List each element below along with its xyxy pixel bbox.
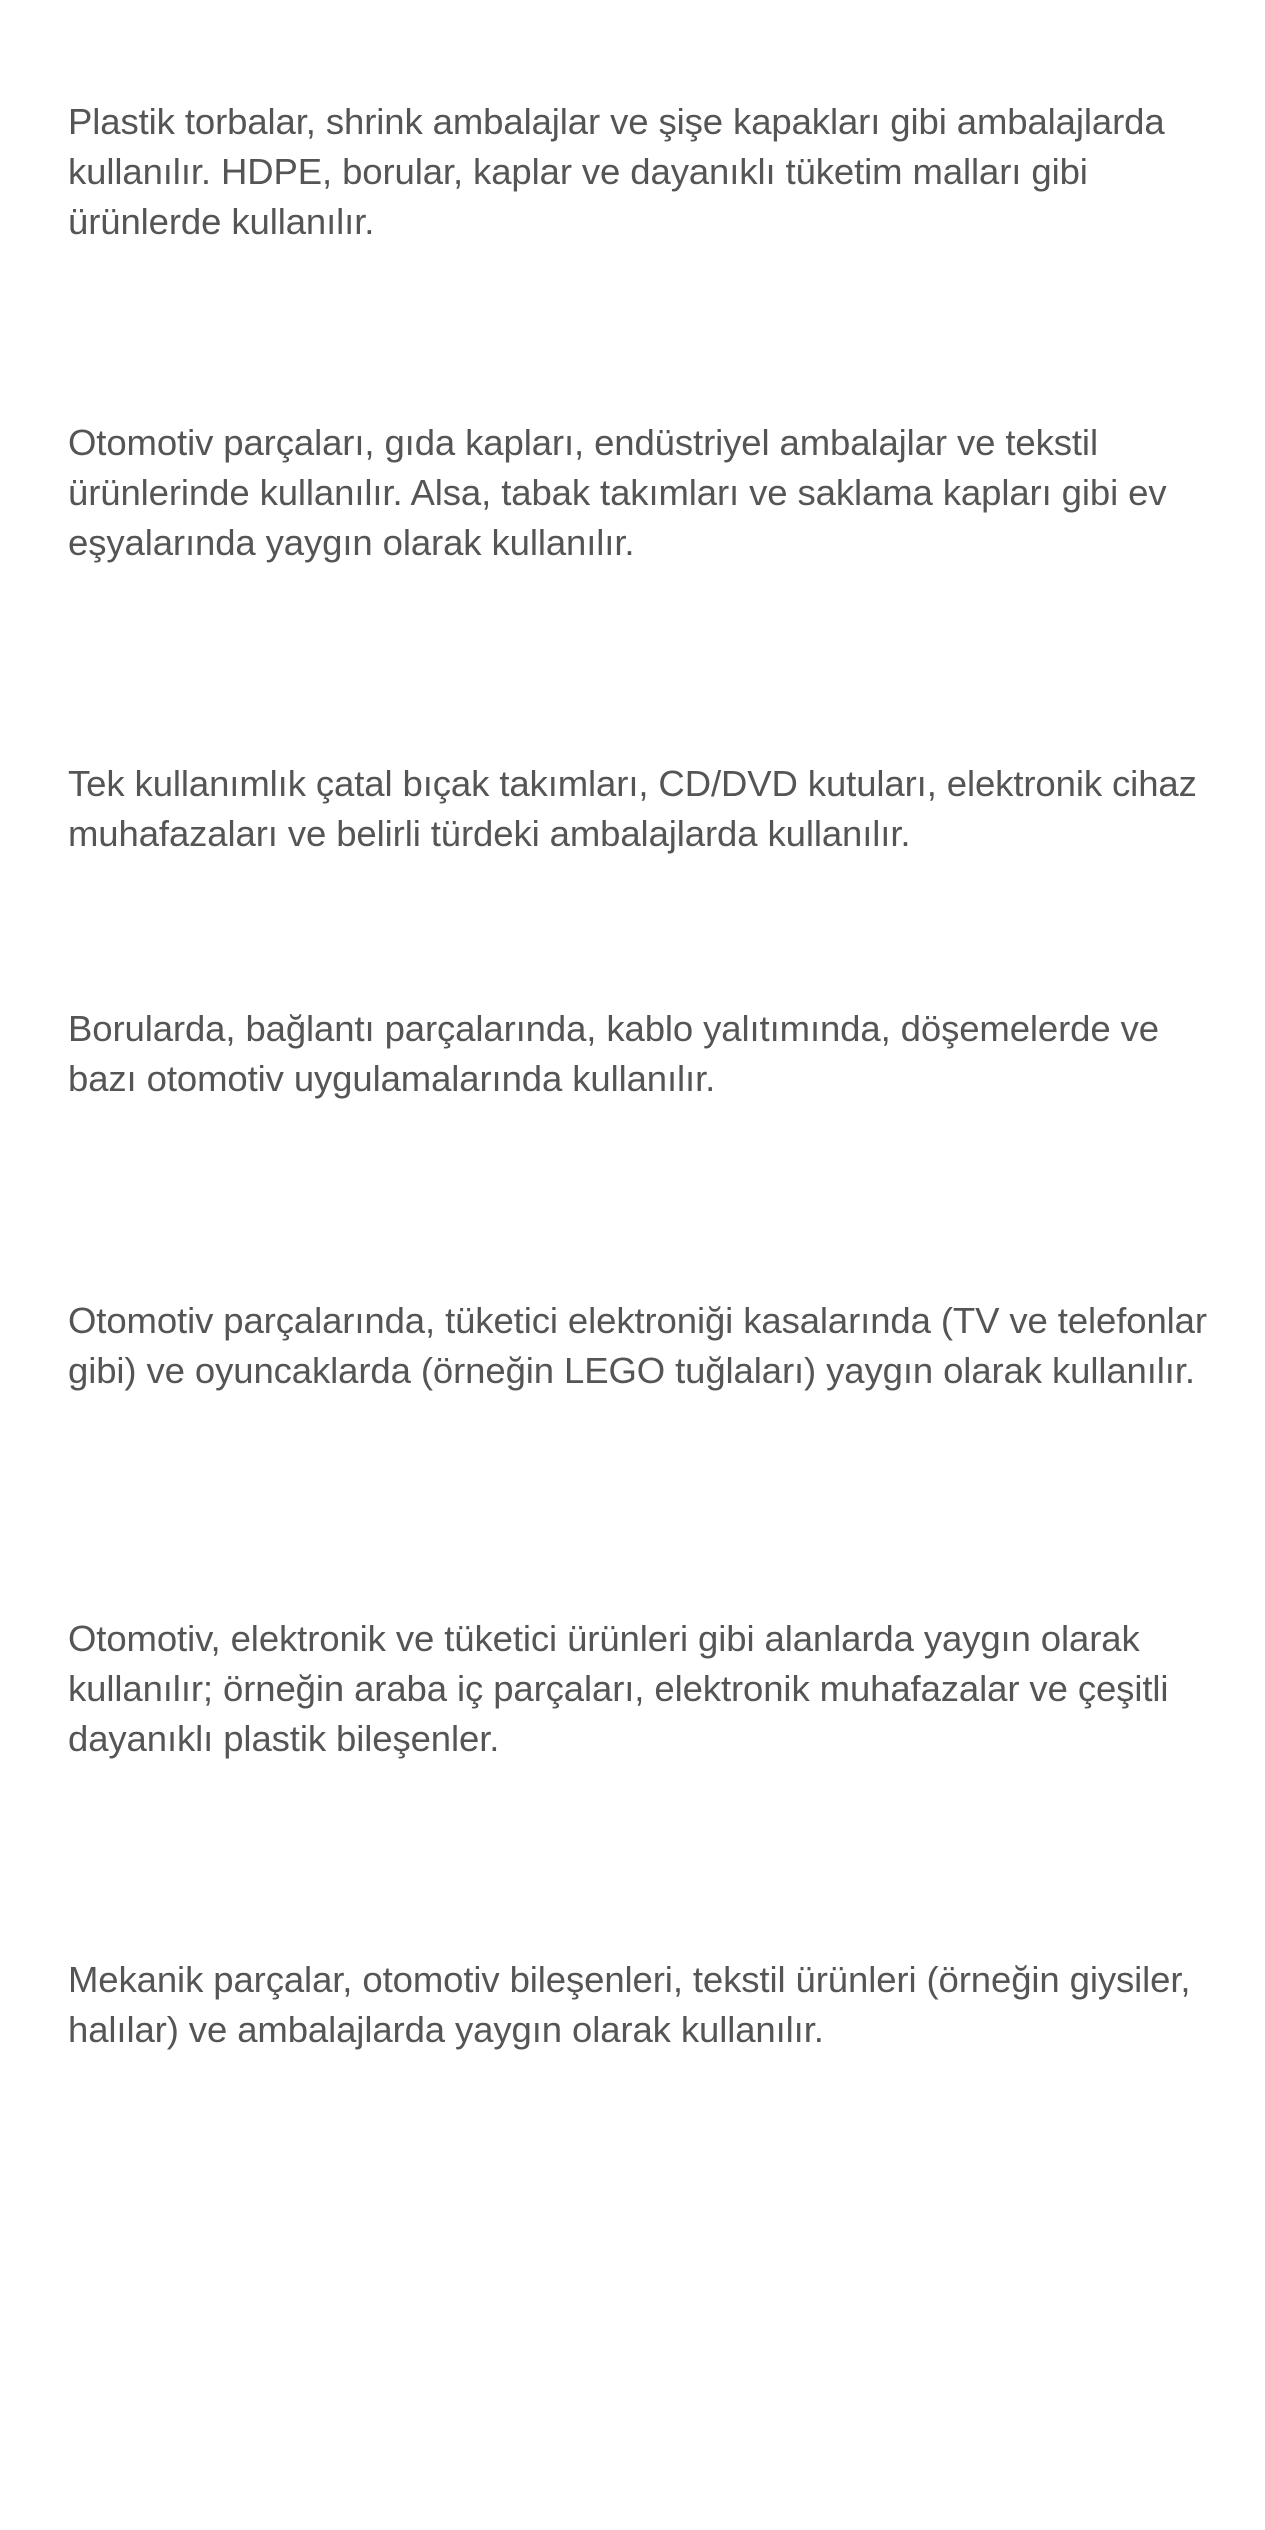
plastic-usage-paragraph-2: Otomotiv parçaları, gıda kapları, endüstriyel ambalajlar ve tekstil ürünlerinde kullanılır. Alsa, tabak takımları ve saklama kapları gibi ev eşyalarında yaygın olarak kullanılır. (68, 422, 1167, 563)
plastic-usage-paragraph-4: Borularda, bağlantı parçalarında, kablo yalıtımında, döşemelerde ve bazı otomotiv uygulamalarında kullanılır. (68, 1008, 1159, 1099)
plastic-usage-paragraph-7: Mekanik parçalar, otomotiv bileşenleri, tekstil ürünleri (örneğin giysiler, halılar) ve ambalajlarda yaygın olarak kullanılır. (68, 1959, 1191, 2050)
plastic-usage-paragraph-3: Tek kullanımlık çatal bıçak takımları, CD/DVD kutuları, elektronik cihaz muhafazaları ve belirli türdeki ambalajlarda kullanılır. (68, 763, 1197, 854)
plastic-usage-paragraph-5: Otomotiv parçalarında, tüketici elektroniği kasalarında (TV ve telefonlar gibi) ve oyuncaklarda (örneğin LEGO tuğlaları) yaygın olarak kullanılır. (68, 1300, 1207, 1391)
plastic-usage-paragraph-1: Plastik torbalar, shrink ambalajlar ve şişe kapakları gibi ambalajlarda kullanılır. HDPE, borular, kaplar ve dayanıklı tüketim malları gibi ürünlerde kullanılır. (68, 101, 1165, 242)
plastic-usage-paragraph-6: Otomotiv, elektronik ve tüketici ürünleri gibi alanlarda yaygın olarak kullanılır; örneğin araba iç parçaları, elektronik muhafazalar ve çeşitli dayanıklı plastik bileşenler. (68, 1618, 1169, 1759)
